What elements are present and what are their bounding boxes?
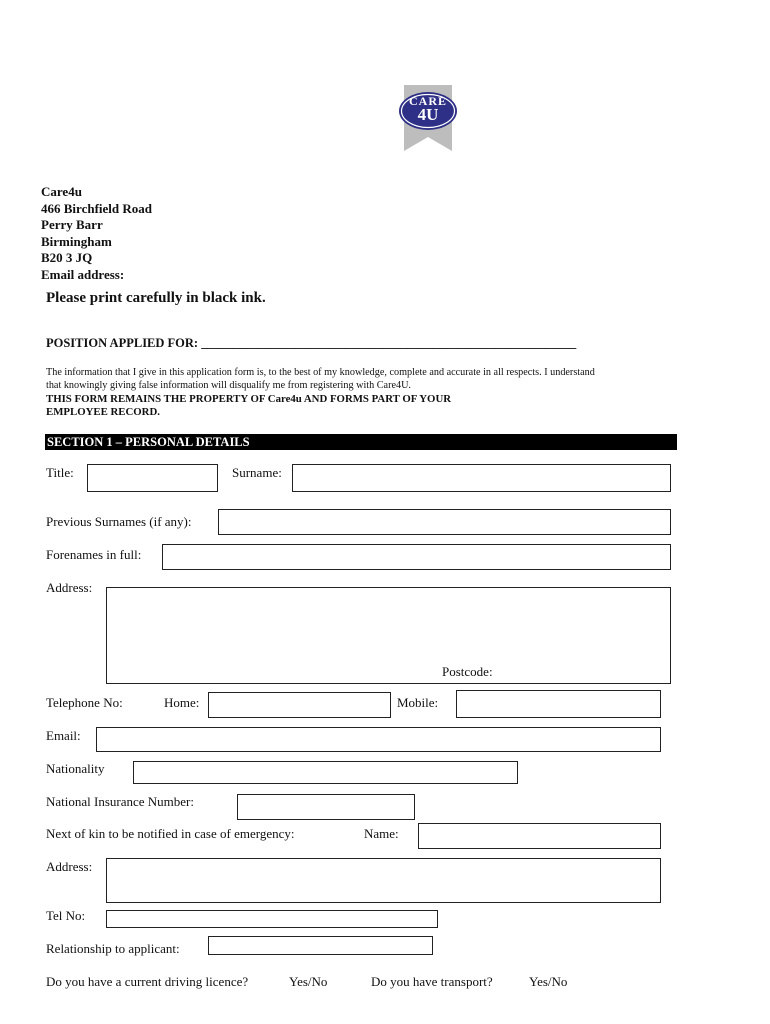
home-phone-label: Home: [164,695,200,710]
title-field[interactable] [87,464,218,492]
email-label: Email: [46,728,81,743]
position-applied-for: POSITION APPLIED FOR: ____________________________________________________________ [46,336,577,350]
company-city: Birmingham [41,233,112,249]
surname-label: Surname: [232,465,282,480]
property-notice-1: THIS FORM REMAINS THE PROPERTY OF Care4u AND FORMS PART OF YOUR [46,393,452,405]
company-address [41,184,152,283]
kin-tel-field[interactable] [106,910,438,928]
email-field[interactable] [96,727,661,752]
kin-name-field[interactable] [418,823,661,849]
logo-text-care: CARE [408,94,447,108]
address-field[interactable] [106,587,671,684]
relationship-field[interactable] [208,936,433,955]
print-instruction: Please print carefully in black ink. [46,290,266,306]
mobile-label: Mobile: [397,695,439,710]
title-label: Title: [46,465,74,480]
kin-tel-label: Tel No: [46,908,86,923]
care4u-logo [395,85,461,153]
property-notice-2: EMPLOYEE RECORD. [46,406,160,418]
company-street: 466 Birchfield Road [41,200,152,216]
home-phone-field[interactable] [208,692,391,718]
address-label: Address: [46,580,93,595]
mobile-field[interactable] [456,690,661,718]
next-of-kin-label: Next of kin to be notified in case of emergency: [46,826,295,841]
ni-number-label: National Insurance Number: [46,794,195,809]
nationality-label: Nationality [46,761,105,776]
company-postcode: B20 3 JQ [41,250,93,265]
previous-surnames-label: Previous Surnames (if any): [46,514,192,529]
telephone-label: Telephone No: [46,695,123,710]
nationality-field[interactable] [133,761,518,784]
driving-licence-answer[interactable]: Yes/No [289,974,328,989]
relationship-label: Relationship to applicant: [46,941,180,956]
logo-text-4u: 4U [417,105,439,124]
kin-address-label: Address: [46,859,93,874]
ni-number-field[interactable] [237,794,415,820]
transport-answer[interactable]: Yes/No [529,974,568,989]
previous-surnames-field[interactable] [218,509,671,535]
forenames-field[interactable] [162,544,671,570]
transport-question: Do you have transport? [371,974,493,989]
company-email-label: Email address: [41,266,125,282]
kin-address-field[interactable] [106,858,661,903]
forenames-label: Forenames in full: [46,547,142,562]
declaration-line-2: that knowingly giving false information will disqualify me from registering with Care4U. [46,380,411,391]
driving-licence-question: Do you have a current driving licence? [46,974,249,989]
declaration-line-1: The information that I give in this application form is, to the best of my knowledge, complete and accurate in all respects. I understand [46,367,595,378]
kin-name-label: Name: [364,826,399,841]
section-1-header [45,434,677,450]
section-1-title: SECTION 1 – PERSONAL DETAILS [47,435,250,449]
company-name: Care4u [41,184,82,199]
postcode-label: Postcode: [442,664,493,679]
surname-field[interactable] [292,464,671,492]
company-area: Perry Barr [41,217,103,232]
